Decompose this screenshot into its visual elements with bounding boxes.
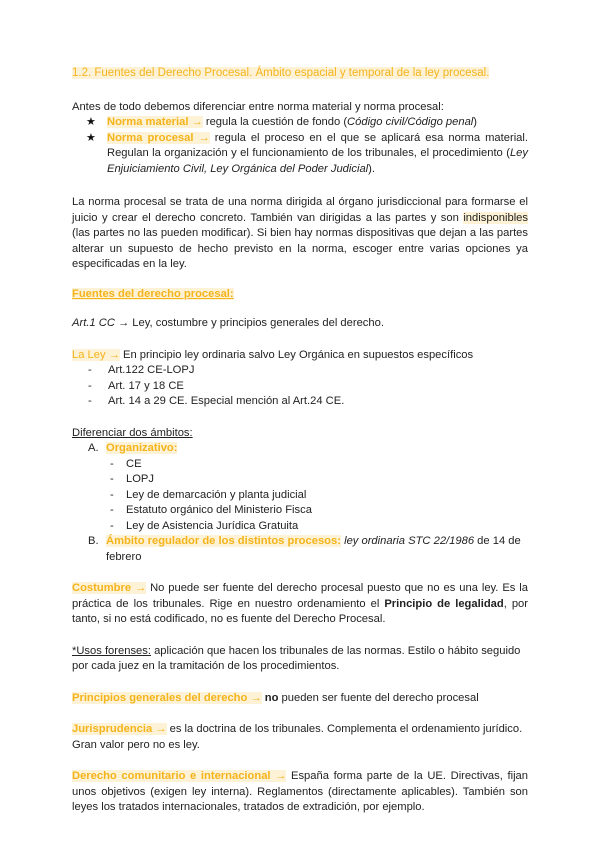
list-item: - Art.122 CE-LOPJ (88, 364, 195, 376)
paragraph-norma-procesal: La norma procesal se trata de una norma dirigida al órgano jurisdiccional para formarse el juicio y crear el derecho concreto. También van dirigidas a las partes y son indisponibles (las partes no las pueden modificar). Si bien hay normas dispositivas que dejan a las partes alterar un supuesto de hecho previsto en la norma, escoger entre varias opciones ya especificadas en la ley. (72, 196, 528, 270)
costumbre-paragraph: Costumbre → No puede ser fuente del derecho procesal puesto que no es una ley. Es la práctica de los tribunales. Rige en nuestro ordenamiento el Principio de legalidad, por tanto, si no está codificado, no es fuente del Derecho Procesal. (72, 582, 528, 625)
list-item: ★ Norma procesal → regula el proceso en el que se aplicará esa norma material. Regulan la organización y el funcionamiento de los tribunales, el procedimiento (Ley Enjuiciamiento Civil, Ley Orgánica del Poder Judicial). (86, 131, 528, 175)
list-item: - CE (110, 457, 142, 470)
principios-paragraph: Principios generales del derecho → no pueden ser fuente del derecho procesal (72, 691, 479, 704)
list-item: - LOPJ (110, 473, 154, 485)
fuentes-heading: Fuentes del derecho procesal: (72, 287, 234, 300)
norma-material-term: Norma material → (107, 116, 203, 128)
art1-line: Art.1 CC → Ley, costumbre y principios generales del derecho. (72, 317, 384, 329)
list-item: - Art. 17 y 18 CE (88, 379, 184, 392)
ley-articles-list (88, 363, 528, 410)
list-item: - Estatuto orgánico del Ministerio Fisca (110, 504, 312, 516)
intro-text: Antes de todo debemos diferenciar entre norma material y norma procesal: (72, 100, 444, 113)
ambitos-list-b (88, 534, 528, 565)
la-ley-line: La Ley → En principio ley ordinaria salvo Ley Orgánica en supuestos específicos (72, 348, 474, 361)
section-title: 1.2. Fuentes del Derecho Procesal. Ámbito espacial y temporal de la ley procesal. (72, 67, 490, 79)
norma-procesal-term: Norma procesal → (107, 131, 210, 144)
list-item: - Ley de Asistencia Jurídica Gratuita (110, 519, 299, 532)
star-bullet-icon: ★ (86, 116, 96, 128)
document-page (72, 66, 528, 816)
organizativo-list (110, 457, 528, 535)
list-item: ★ Norma material → regula la cuestión de fondo (Código civil/Código penal) (86, 115, 528, 131)
usos-paragraph: *Usos forenses: aplicación que hacen los tribunales de las normas. Estilo o hábito seguido por cada juez en la tramitación de los procedimientos. (72, 644, 521, 672)
list-item: A. Organizativo: (88, 442, 178, 454)
jurisprudencia-paragraph: Jurisprudencia → es la doctrina de los tribunales. Complementa el ordenamiento jurídico. Gran valor pero no es ley. (72, 723, 523, 751)
ambitos-list (88, 441, 528, 457)
star-bullet-icon: ★ (86, 131, 96, 144)
list-item: - Ley de demarcación y planta judicial (110, 488, 307, 501)
comunitario-paragraph: Derecho comunitario e internacional → España forma parte de la UE. Directivas, fijan unos objetivos (exigen ley interna). Reglamentos (directamente aplicables). También son leyes los tratados internacionales, tratados de extradición, por ejemplo. (72, 770, 528, 813)
list-item: - Art. 14 a 29 CE. Especial mención al Art.24 CE. (88, 395, 345, 407)
ambitos-heading: Diferenciar dos ámbitos: (72, 426, 193, 439)
list-item: B. Ámbito regulador de los distintos procesos: ley ordinaria STC 22/1986 de 14 de febrero (88, 535, 521, 563)
norma-list (86, 115, 528, 177)
